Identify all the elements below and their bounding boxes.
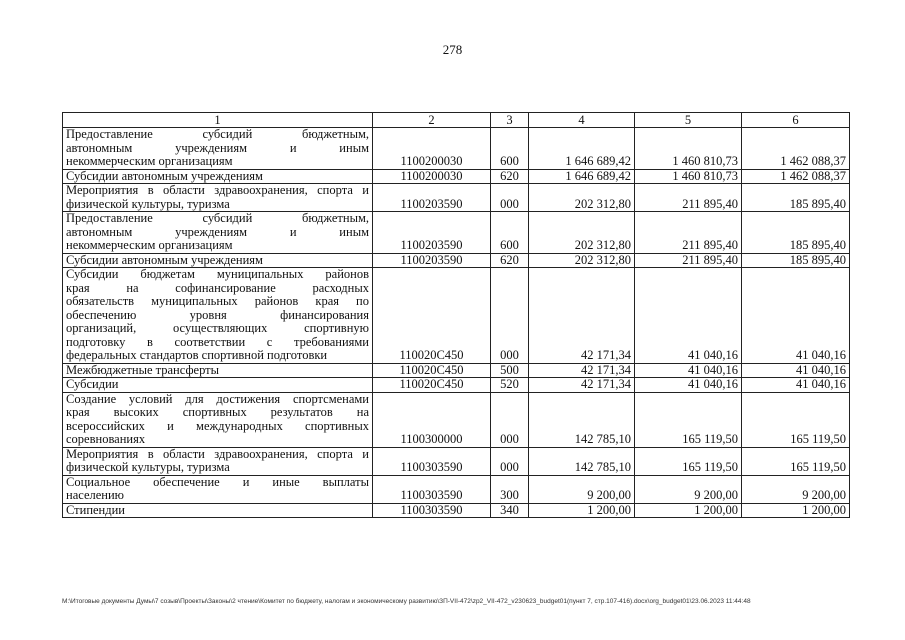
column-header: 3 xyxy=(491,113,529,128)
row-name-line: некоммерческим организациям xyxy=(66,154,233,168)
column-header: 6 xyxy=(742,113,850,128)
row-name-line: Создание условий для достижения спортсменами xyxy=(66,391,369,406)
target-code-cell: 1100203590 xyxy=(373,212,491,254)
table-header-row xyxy=(63,113,850,128)
expense-type-cell: 620 xyxy=(491,253,529,268)
amount-2023-cell: 1 646 689,42 xyxy=(529,169,635,184)
row-name-cell xyxy=(63,447,373,475)
row-name-line: федеральных стандартов спортивной подготовки xyxy=(66,348,328,362)
target-code-cell: 1100300000 xyxy=(373,392,491,447)
expense-type-cell: 500 xyxy=(491,363,529,378)
page-number: 278 xyxy=(442,42,463,57)
expense-type-cell: 600 xyxy=(491,212,529,254)
row-name-line: обязательств муниципальных районов края по xyxy=(66,294,369,308)
amount-2023-cell: 1 646 689,42 xyxy=(529,128,635,170)
amount-2025-cell: 185 895,40 xyxy=(742,253,850,268)
expense-type-cell: 520 xyxy=(491,378,529,393)
row-name-cell xyxy=(63,253,373,268)
amount-2025-cell: 185 895,40 xyxy=(742,212,850,254)
amount-2025-cell: 1 200,00 xyxy=(742,503,850,518)
row-name-cell xyxy=(63,475,373,503)
row-name-line: края высоких спортивных результатов на xyxy=(66,405,369,419)
row-name-line: соревнованиях xyxy=(66,432,146,446)
amount-2025-cell: 9 200,00 xyxy=(742,475,850,503)
row-name-line: Стипендии xyxy=(66,502,125,517)
row-name-line: Мероприятия в области здравоохранения, спорта и xyxy=(66,446,369,461)
amount-2023-cell: 202 312,80 xyxy=(529,253,635,268)
row-name-cell xyxy=(63,392,373,447)
amount-2025-cell: 1 462 088,37 xyxy=(742,169,850,184)
file-path-footer: M:\Итоговые документы Думы\7 созыв\Проекты\Законы\2 чтение\Комитет по бюджету, налогам и экономическому развитию\ЗП-VII-472\zp2_VII-472_v230623_budget01(пункт 7, стр.107-416).docx\org_budget01\23.06.2023 11:44:48 xyxy=(62,598,751,605)
row-name-line: Субсидии бюджетам муниципальных районов xyxy=(66,267,369,281)
amount-2023-cell: 42 171,34 xyxy=(529,363,635,378)
table-row xyxy=(63,447,850,475)
row-name-cell xyxy=(63,363,373,378)
table-row xyxy=(63,475,850,503)
row-name-line: организаций, осуществляющих спортивную xyxy=(66,321,369,335)
column-header: 1 xyxy=(63,113,373,128)
amount-2024-cell: 165 119,50 xyxy=(635,392,742,447)
amount-2023-cell: 202 312,80 xyxy=(529,184,635,212)
target-code-cell: 1100200030 xyxy=(373,128,491,170)
amount-2024-cell: 1 460 810,73 xyxy=(635,169,742,184)
row-name-line: автономным учреждениям и иным xyxy=(66,224,369,239)
target-code-cell: 110020С450 xyxy=(373,268,491,364)
column-header: 4 xyxy=(529,113,635,128)
row-name-line: Субсидии xyxy=(66,377,119,391)
row-name-cell xyxy=(63,212,373,254)
expense-type-cell: 300 xyxy=(491,475,529,503)
amount-2025-cell: 41 040,16 xyxy=(742,363,850,378)
target-code-cell: 1100200030 xyxy=(373,169,491,184)
row-name-line: физической культуры, туризма xyxy=(66,196,230,211)
row-name-line: Межбюджетные трансферты xyxy=(66,362,220,377)
target-code-cell: 110020С450 xyxy=(373,363,491,378)
table-row xyxy=(63,184,850,212)
column-header: 2 xyxy=(373,113,491,128)
row-name-cell xyxy=(63,128,373,170)
table-row xyxy=(63,268,850,364)
row-name-cell xyxy=(63,169,373,184)
amount-2023-cell: 42 171,34 xyxy=(529,268,635,364)
row-name-line: подготовку в соответствии с требованиями xyxy=(66,334,369,349)
expense-type-cell: 000 xyxy=(491,184,529,212)
row-name-line: Социальное обеспечение и иные выплаты xyxy=(66,474,369,489)
row-name-line: Субсидии автономным учреждениям xyxy=(66,252,263,267)
row-name-cell xyxy=(63,503,373,518)
amount-2023-cell: 202 312,80 xyxy=(529,212,635,254)
amount-2024-cell: 41 040,16 xyxy=(635,378,742,393)
row-name-cell xyxy=(63,184,373,212)
amount-2024-cell: 41 040,16 xyxy=(635,363,742,378)
table-row xyxy=(63,212,850,254)
row-name-line: Субсидии автономным учреждениям xyxy=(66,168,263,183)
column-header: 5 xyxy=(635,113,742,128)
amount-2024-cell: 165 119,50 xyxy=(635,447,742,475)
amount-2025-cell: 185 895,40 xyxy=(742,184,850,212)
amount-2023-cell: 9 200,00 xyxy=(529,475,635,503)
table-row xyxy=(63,253,850,268)
row-name-line: Мероприятия в области здравоохранения, спорта и xyxy=(66,183,369,197)
row-name-line: населению xyxy=(66,488,124,502)
expense-type-cell: 620 xyxy=(491,169,529,184)
target-code-cell: 110020С450 xyxy=(373,378,491,393)
amount-2024-cell: 9 200,00 xyxy=(635,475,742,503)
table-row xyxy=(63,392,850,447)
row-name-line: физической культуры, туризма xyxy=(66,460,230,474)
amount-2023-cell: 1 200,00 xyxy=(529,503,635,518)
amount-2025-cell: 41 040,16 xyxy=(742,268,850,364)
table-row xyxy=(63,169,850,184)
row-name-line: края на софинансирование расходных xyxy=(66,280,369,295)
expense-type-cell: 000 xyxy=(491,392,529,447)
amount-2025-cell: 165 119,50 xyxy=(742,447,850,475)
target-code-cell: 1100303590 xyxy=(373,447,491,475)
target-code-cell: 1100203590 xyxy=(373,184,491,212)
budget-table xyxy=(62,112,850,518)
row-name-line: Предоставление субсидий бюджетным, xyxy=(66,127,369,141)
amount-2023-cell: 142 785,10 xyxy=(529,447,635,475)
amount-2024-cell: 211 895,40 xyxy=(635,212,742,254)
amount-2024-cell: 1 460 810,73 xyxy=(635,128,742,170)
amount-2025-cell: 1 462 088,37 xyxy=(742,128,850,170)
amount-2025-cell: 165 119,50 xyxy=(742,392,850,447)
table-row xyxy=(63,378,850,393)
expense-type-cell: 000 xyxy=(491,447,529,475)
row-name-line: некоммерческим организациям xyxy=(66,238,233,252)
amount-2025-cell: 41 040,16 xyxy=(742,378,850,393)
expense-type-cell: 340 xyxy=(491,503,529,518)
row-name-line: Предоставление субсидий бюджетным, xyxy=(66,211,369,225)
expense-type-cell: 000 xyxy=(491,268,529,364)
amount-2023-cell: 42 171,34 xyxy=(529,378,635,393)
row-name-line: автономным учреждениям и иным xyxy=(66,140,369,155)
row-name-cell xyxy=(63,268,373,364)
table-row xyxy=(63,503,850,518)
row-name-line: всероссийских и международных спортивных xyxy=(66,418,369,433)
table-row xyxy=(63,128,850,170)
target-code-cell: 1100303590 xyxy=(373,503,491,518)
row-name-line: обеспечению уровня финансирования xyxy=(66,307,369,322)
amount-2024-cell: 41 040,16 xyxy=(635,268,742,364)
amount-2024-cell: 1 200,00 xyxy=(635,503,742,518)
amount-2024-cell: 211 895,40 xyxy=(635,184,742,212)
amount-2023-cell: 142 785,10 xyxy=(529,392,635,447)
expense-type-cell: 600 xyxy=(491,128,529,170)
amount-2024-cell: 211 895,40 xyxy=(635,253,742,268)
target-code-cell: 1100203590 xyxy=(373,253,491,268)
target-code-cell: 1100303590 xyxy=(373,475,491,503)
row-name-cell xyxy=(63,378,373,393)
table-row xyxy=(63,363,850,378)
